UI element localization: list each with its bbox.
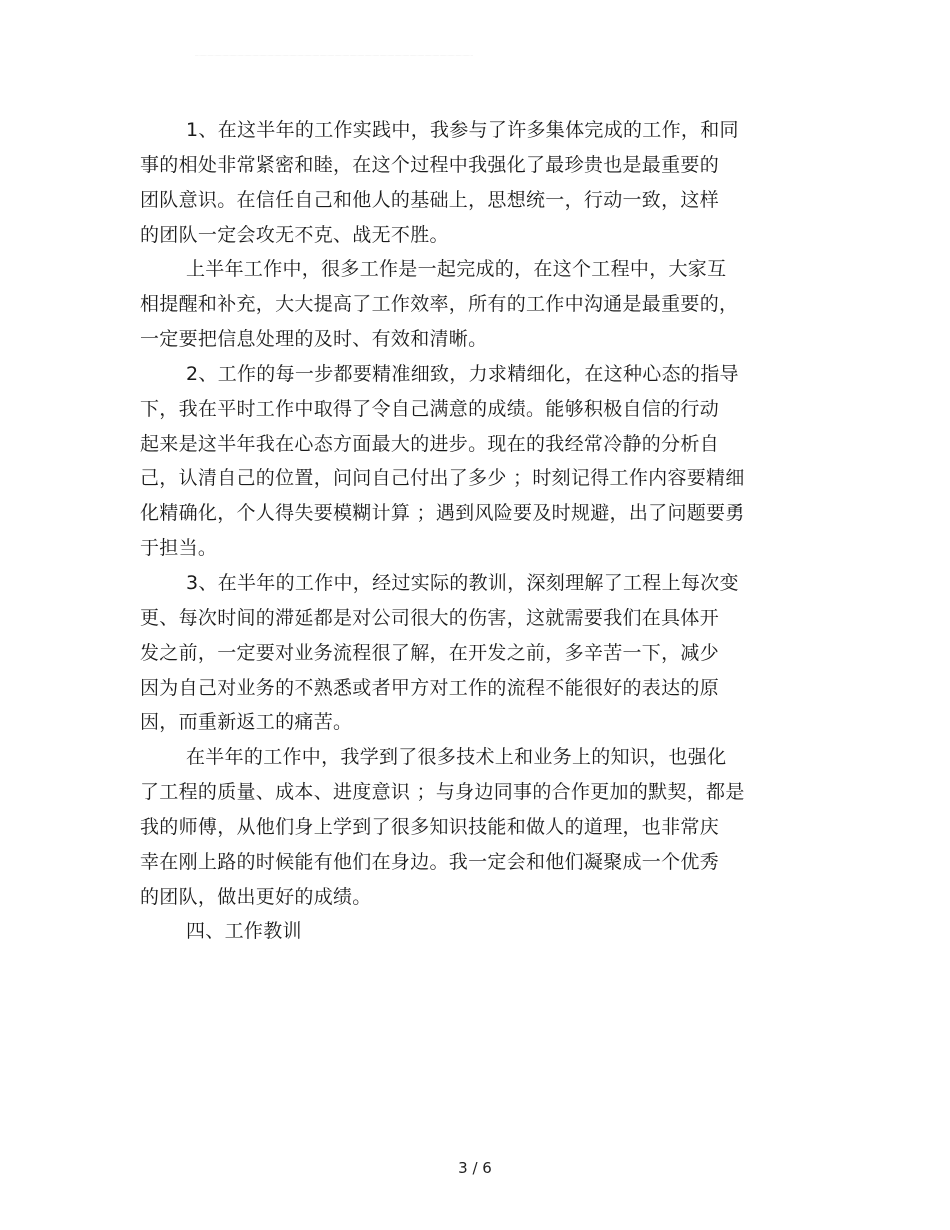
text-line: 更、每次时间的滞延都是对公司很大的伤害，这就需要我们在具体开 <box>140 606 720 629</box>
text-line: 己，认清自己的位置，问问自己付出了多少 ；时刻记得工作内容要精细 <box>140 467 745 490</box>
text-line: 发之前，一定要对业务流程很了解，在开发之前，多辛苦一下，减少 <box>140 641 720 664</box>
text-line: 团队意识。在信任自己和他人的基础上，思想统一，行动一致，这样 <box>140 188 720 211</box>
document-body <box>140 113 790 949</box>
text-line: 2、工作的每一步都要精准细致，力求精细化，在这种心态的指导 <box>186 362 739 385</box>
text-line: 的团队，做出更好的成绩。 <box>140 885 372 908</box>
text-line: 因为自己对业务的不熟悉或者甲方对工作的流程不能很好的表达的原 <box>140 676 720 699</box>
text-line: 3、在半年的工作中，经过实际的教训，深刻理解了工程上每次变 <box>186 571 739 594</box>
page-number: 3 / 6 <box>458 1159 492 1177</box>
text-line: 一定要把信息处理的及时、有效和清晰。 <box>140 328 488 351</box>
text-line: 的团队一定会攻无不克、战无不胜。 <box>140 223 449 246</box>
text-line: 于担当。 <box>140 537 218 560</box>
text-line: 事的相处非常紧密和睦，在这个过程中我强化了最珍贵也是最重要的 <box>140 153 720 176</box>
text-line: 四、工作教训 <box>186 920 302 943</box>
text-line: 在半年的工作中，我学到了很多技术上和业务上的知识，也强化 <box>186 746 727 769</box>
text-line: 幸在刚上路的时候能有他们在身边。我一定会和他们凝聚成一个优秀 <box>140 850 720 873</box>
text-line: 上半年工作中，很多工作是一起完成的，在这个工程中，大家互 <box>186 258 727 281</box>
text-line: 下，我在平时工作中取得了令自己满意的成绩。能够积极自信的行动 <box>140 397 720 420</box>
text-line: 1、在这半年的工作实践中，我参与了许多集体完成的工作，和同 <box>186 119 739 141</box>
text-line: 我的师傅，从他们身上学到了很多知识技能和做人的道理，也非常庆 <box>140 815 720 838</box>
header-fine-print: ················································································································································································································································· <box>195 53 474 57</box>
text-line: 了工程的质量、成本、进度意识 ；与身边同事的合作更加的默契，都是 <box>140 781 745 804</box>
text-line: 因，而重新返工的痛苦。 <box>140 711 353 734</box>
text-line: 相提醒和补充，大大提高了工作效率，所有的工作中沟通是最重要的， <box>140 293 739 316</box>
text-line: 化精确化，个人得失要模糊计算 ；遇到风险要及时规避，出了问题要勇 <box>140 502 745 525</box>
text-line: 起来是这半年我在心态方面最大的进步。现在的我经常冷静的分析自 <box>140 432 720 455</box>
